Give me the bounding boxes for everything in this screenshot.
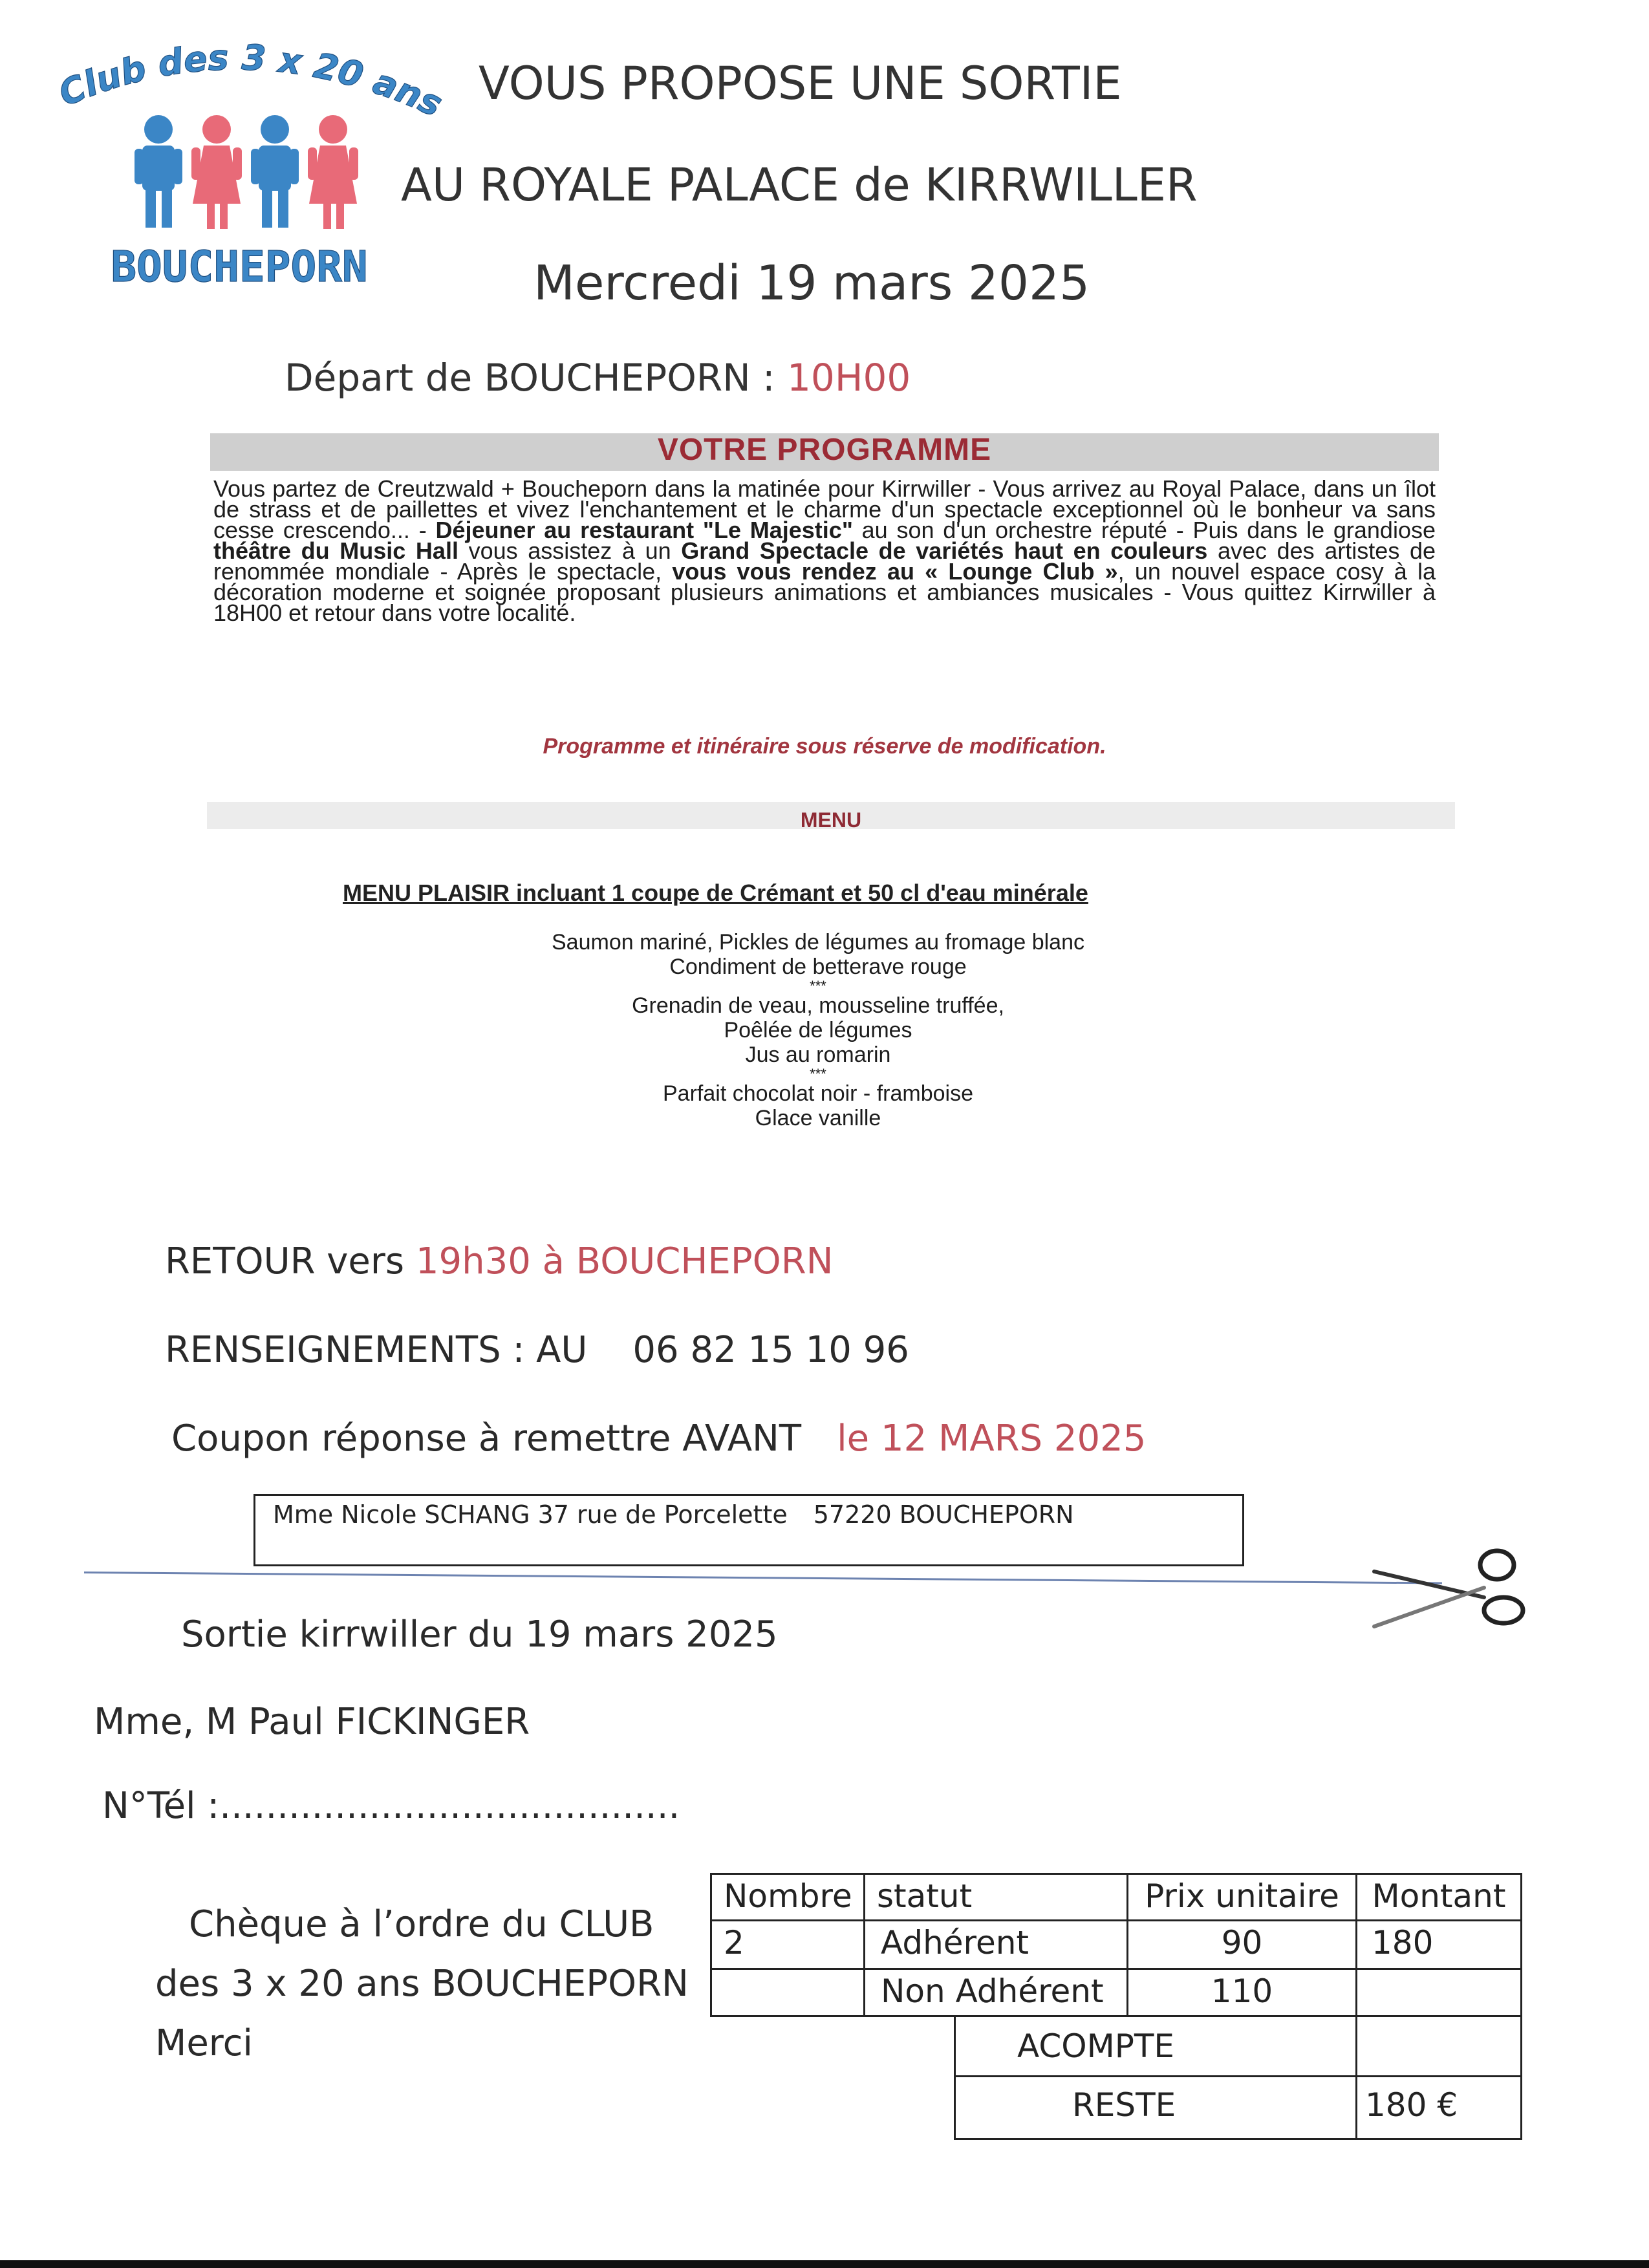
address-city: 57220 BOUCHEPORN [813, 1500, 1074, 1529]
programme-text-part: vous assistez à un [458, 537, 682, 564]
programme-highlight: Déjeuner au restaurant "Le Majestic" [435, 517, 853, 543]
programme-highlight: Grand Spectacle de variétés haut en couleurs [681, 537, 1208, 564]
cheque-line: Merci [155, 2022, 253, 2064]
cheque-line: Chèque à l’ordre du CLUB [189, 1903, 654, 1945]
table-cell: 180 [1355, 1919, 1522, 1970]
programme-text-part: Vous partez de Creutzwald + Boucheporn dans la matinée pour Kirrwiller - Vous arrivez au Royal Palace, dans un îlot de strass et de paillettes et vivez l'enchantement et le charme d'un spectacle exceptionnel où le bonheur va sans cesse crescendo... - [213, 475, 1436, 543]
return-label: RETOUR vers [165, 1240, 416, 1282]
address-name: Mme Nicole SCHANG 37 rue de Porcelette [273, 1500, 788, 1529]
table-header: Nombre [710, 1873, 865, 1921]
departure-line [285, 356, 911, 400]
programme-title: VOTRE PROGRAMME [657, 433, 992, 467]
menu-items [343, 930, 1293, 1130]
info-phone: 06 82 15 10 96 [632, 1329, 909, 1371]
red-person-icon [308, 115, 358, 229]
table-header: Prix unitaire [1126, 1873, 1357, 1921]
programme-disclaimer: Programme et itinéraire sous réserve de modification. [543, 734, 1106, 759]
menu-separator: *** [810, 978, 826, 994]
return-line [165, 1240, 834, 1282]
table-cell [710, 1968, 865, 2017]
blue-person-icon [135, 115, 182, 228]
programme-highlight: théâtre du Music Hall [213, 537, 458, 564]
reste-value: 180 € [1355, 2075, 1522, 2140]
scan-edge [0, 2260, 1649, 2268]
table-cell [1355, 1968, 1522, 2017]
acompte-label: ACOMPTE [954, 2015, 1357, 2077]
club-logo [45, 39, 446, 310]
menu-starter: Saumon mariné, Pickles de légumes au fromage blanc [552, 930, 1084, 955]
menu-dessert: Parfait chocolat noir - framboise [663, 1081, 973, 1106]
menu-main: Grenadin de veau, mousseline truffée, [632, 993, 1004, 1018]
blue-person-icon [251, 115, 299, 228]
logo-arc-text: Club des 3 x 20 ans [52, 39, 446, 125]
reply-phone-field: N°Tél :........................................ [102, 1785, 680, 1827]
event-date: Mercredi 19 mars 2025 [534, 255, 1090, 311]
header-line-2: AU ROYALE PALACE de KIRRWILLER [401, 158, 1198, 211]
coupon-line [171, 1418, 1146, 1460]
programme-highlight: vous vous rendez au « Lounge Club » [672, 558, 1118, 585]
coupon-deadline: le 12 MARS 2025 [837, 1418, 1147, 1460]
info-line [165, 1329, 909, 1371]
departure-label: Départ de BOUCHEPORN : [285, 356, 788, 400]
menu-starter: Condiment de betterave rouge [669, 955, 967, 979]
departure-time: 10H00 [787, 356, 911, 400]
programme-text [213, 475, 1436, 626]
table-cell: Non Adhérent [863, 1968, 1128, 2017]
header-line-1: VOUS PROPOSE UNE SORTIE [479, 57, 1122, 110]
red-person-icon [191, 115, 242, 229]
scissors-icon [1368, 1542, 1529, 1633]
reply-name: Mme, M Paul FICKINGER [94, 1701, 530, 1743]
menu-subtitle: MENU PLAISIR incluant 1 coupe de Crémant et 50 cl d'eau minérale [343, 880, 1088, 906]
cheque-line: des 3 x 20 ans BOUCHEPORN [155, 1963, 689, 2005]
table-cell: 90 [1126, 1919, 1357, 1970]
table-header: Montant [1355, 1873, 1522, 1921]
table-cell: 110 [1126, 1968, 1357, 2017]
info-label: RENSEIGNEMENTS : AU [165, 1329, 588, 1371]
programme-text-part: avec des artistes de renommée mondiale - Après le spectacle, [213, 537, 1436, 585]
cheque-instructions [155, 1895, 689, 2073]
programme-text-part: au son d'un orchestre réputé - Puis dans le grandiose [852, 517, 1436, 543]
programme-text-part: , un nouvel espace cosy à la décoration moderne et soignée proposant plusieurs animations et ambiances musicales - Vous quittez Kirrwiller à 18H00 et retour dans votre localité. [213, 558, 1436, 626]
menu-title: MENU [800, 808, 862, 832]
menu-separator: *** [810, 1066, 826, 1082]
table-header: statut [863, 1873, 1128, 1921]
reply-title: Sortie kirrwiller du 19 mars 2025 [181, 1614, 778, 1656]
table-cell: 2 [710, 1919, 865, 1970]
return-value: 19h30 à BOUCHEPORN [415, 1240, 834, 1282]
menu-dessert: Glace vanille [755, 1106, 881, 1130]
acompte-value [1355, 2015, 1522, 2077]
table-cell: Adhérent [863, 1919, 1128, 1970]
cut-line [84, 1571, 1442, 1584]
logo-town-text: BOUCHEPORN [111, 242, 368, 292]
menu-main: Jus au romarin [745, 1042, 891, 1067]
address-text [273, 1500, 1074, 1529]
reste-label: RESTE [954, 2075, 1357, 2140]
menu-main: Poêlée de légumes [724, 1018, 912, 1042]
coupon-label: Coupon réponse à remettre AVANT [171, 1418, 802, 1460]
